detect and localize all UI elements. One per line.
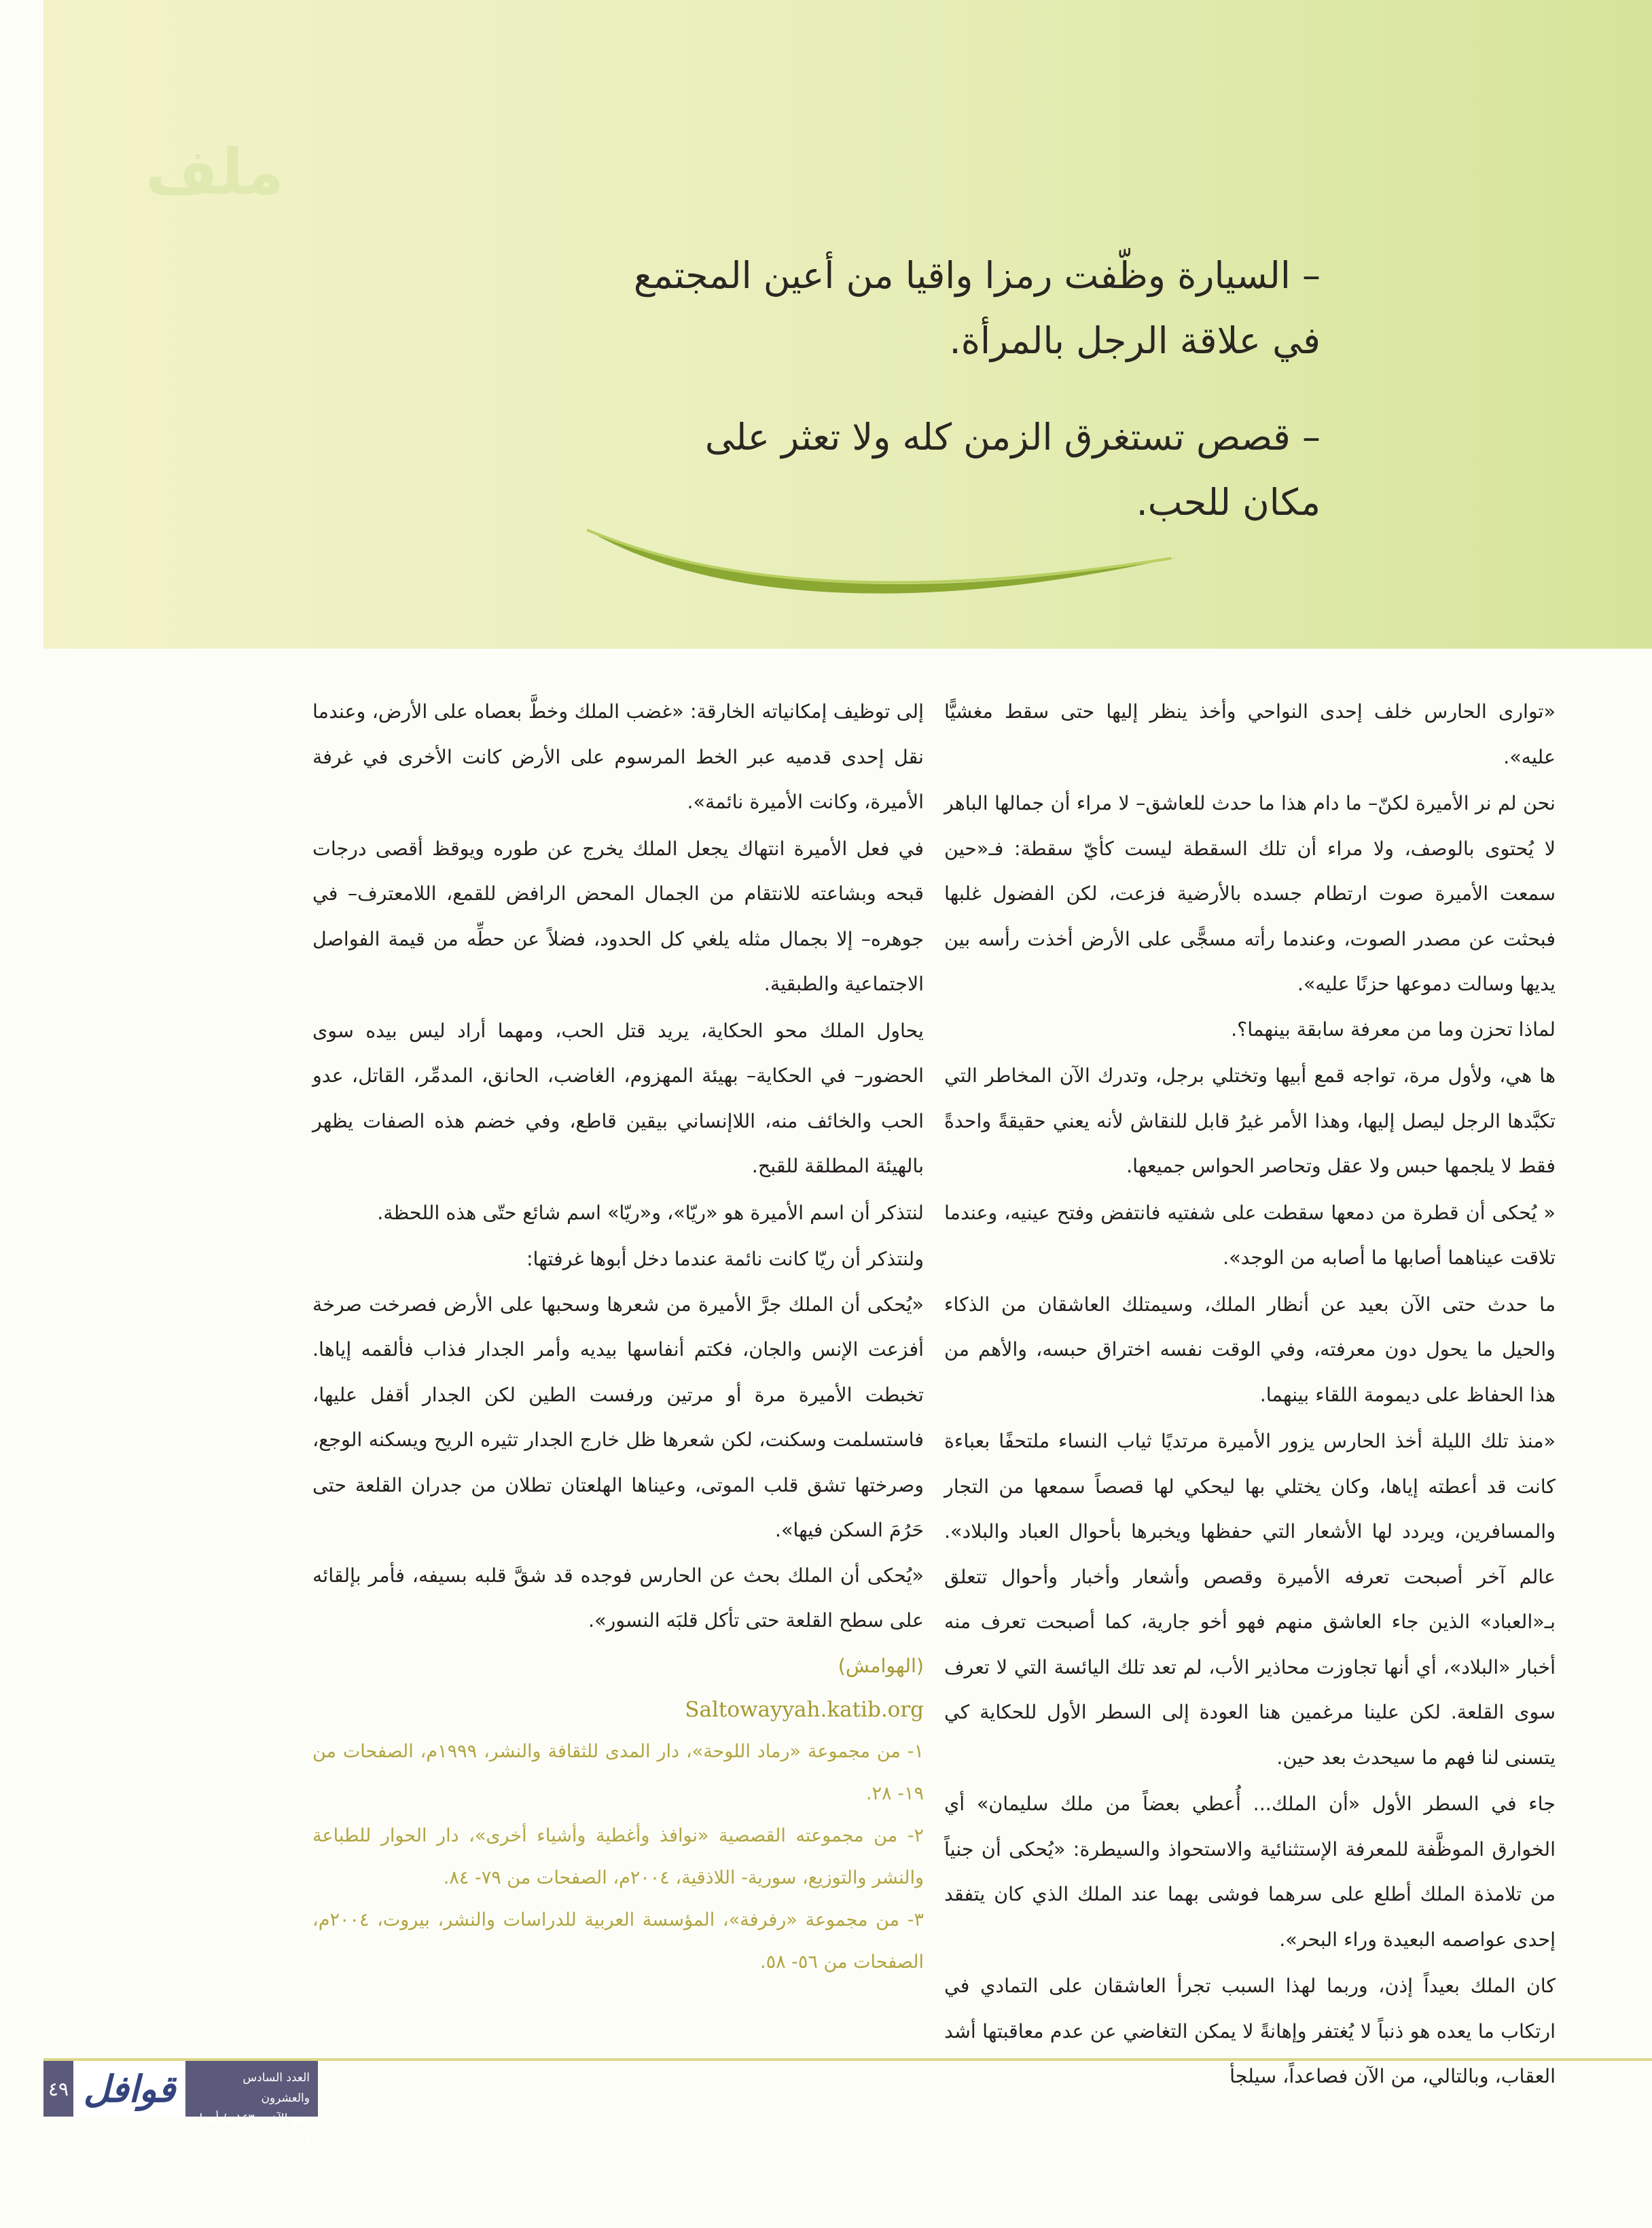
paragraph: «يُحكى أن الملك بحث عن الحارس فوجده قد شقَّ قلبه بسيفه، فأمر بإلقائه على سطح القلعة حتى تأكل قلبَه النسور». [312, 1564, 924, 1632]
paragraph: «توارى الحارس خلف إحدى النواحي وأخذ ينظر إليها حتى سقط مغشيًّا عليه». [944, 700, 1556, 768]
section-kicker: ملف [145, 136, 285, 209]
article-column-right [944, 689, 1556, 2087]
paragraph: لماذا تحزن وما من معرفة سابقة بينهما؟. [1231, 1018, 1556, 1041]
issue-info [185, 2061, 318, 2146]
paragraph: جاء في السطر الأول «أن الملك... أُعطي بعضاً من ملك سليمان» أي الخوارق الموظَّفة للمعرفة الإستثنائية والاستحواذ والسيطرة: «يُحكى أن جنياً من تلامذة الملك أطلع على سرهما فوشى بهما عند الملك الذي كان يتفقد إحدى عواصمه البعيدة وراء البحر». [944, 1793, 1556, 1951]
source-url: Saltowayyah.katib.org [685, 1697, 924, 1722]
paragraph: «يُحكى أن الملك جرَّ الأميرة من شعرها وسحبها على الأرض فصرخت صرخة أفزعت الإنس والجان، فكتم أنفاسها بيديه وأمر الجدار فذاب فألقمه إياها. تخبطت الأميرة مرة أو مرتين ورفست الطين لكن الجدار أقفل عليها، فاستسلمت وسكنت، لكن شعرها ظل خارج الجدار تثيره الريح ويسكنه الوجع، وصرختها تشق قلب الموتى، وعيناها الهلعتان تطلان من جدران القلعة حتى حَرُمَ السكن فيها». [312, 1293, 924, 1541]
paragraph: نحن لم نر الأميرة لكنّ– ما دام هذا ما حدث للعاشق– لا مراء أن جمالها الباهر لا يُحتوى بالوصف، ولا مراء أن تلك السقطة ليست كأيّ سقطة: فـ«حين سمعت الأميرة صوت ارتطام جسده بالأرضية فزعت، لكن الفضول غلبها فبحثت عن مصدر الصوت، وعندما رأته مسجًّى على الأرض أخذت رأسه بين يديها وسالت دموعها حزنًا عليه». [944, 792, 1556, 995]
paragraph: يحاول الملك محو الحكاية، يريد قتل الحب، ومهما أراد ليس بيده سوى الحضور– في الحكاية– بهيئة المهزوم، الغاضب، الحانق، المدمِّر، القاتل، عدو الحب والخائف منه، اللاإنساني بيقين قاطع، وفي خضم هذه الصفات يظهر بالهيئة المطلقة للقبح. [312, 1019, 924, 1177]
paragraph: لنتذكر أن اسم الأميرة هو «ريّا»، و«ريّا» اسم شائع حتّى هذه اللحظة. [377, 1201, 924, 1224]
paragraph: في فعل الأميرة انتهاك يجعل الملك يخرج عن طوره ويوقظ أقصى درجات قبحه وبشاعته للانتقام من الجمال المحض الرافض للقمع، اللامعترف– في جوهره– إلا بجمال مثله يلغي كل الحدود، فضلاً عن حطِّه من قيمة الفواصل الاجتماعية والطبقية. [312, 837, 924, 995]
footnote-1: ١- من مجموعة «رماد اللوحة»، دار المدى للثقافة والنشر، ١٩٩٩م، الصفحات من ١٩- ٢٨. [312, 1741, 924, 1804]
paragraph: ما حدث حتى الآن بعيد عن أنظار الملك، وسيمتلك العاشقان من الذكاء والحيل ما يحول دون معرفته، وفي الوقت نفسه اختراق حبسه، والأهم من هذا الحفاظ على ديمومة اللقاء بينهما. [944, 1293, 1556, 1406]
page-footer [43, 2061, 318, 2146]
magazine-logo: قوافل [73, 2061, 185, 2117]
paragraph: كان الملك بعيداً إذن، وربما لهذا السبب تجرأ العاشقان على التمادي في ارتكاب ما يعده هو ذنباً لا يُغتفر وإهانةً لا يمكن التغاضي عن عدم معاقبتها أشد العقاب، وبالتالي، من الآن فصاعداً، سيلجأ [944, 1975, 1556, 2087]
footnote-3: ٣- من مجموعة «رفرفة»، المؤسسة العربية للدراسات والنشر، بيروت، ٢٠٠٤م، الصفحات من ٥٦- ٥٨. [312, 1909, 924, 1973]
paragraph: ها هي، ولأول مرة، تواجه قمع أبيها وتختلي برجل، وتدرك الآن المخاطر التي تكبَّدها الرجل ليصل إليها، وهذا الأمر غيرُ قابل للنقاش لأنه يعني حقيقةً واحدةً فقط لا يلجمها حبس ولا عقل وتحاصر الحواس جميعها. [944, 1064, 1556, 1177]
article-column-left [312, 689, 924, 2041]
paragraph: إلى توظيف إمكانياته الخارقة: «غضب الملك وخطَّ بعصاه على الأرض، وعندما نقل إحدى قدميه عبر الخط المرسوم على الأرض كانت الأخرى في غرفة الأميرة، وكانت الأميرة نائمة». [312, 700, 924, 813]
pull-quote-1: – السيارة وظّفت رمزا واقيا من أعين المجتمع في علاقة الرجل بالمرأة. [633, 254, 1321, 362]
issue-number: العدد السادس والعشرون [243, 2071, 310, 2105]
paragraph: «منذ تلك الليلة أخذ الحارس يزور الأميرة مرتديًا ثياب النساء ملتحفًا بعباءة كانت قد أعطته إياها، وكان يختلي بها ليحكي لها قصصاً سمعها من التجار والمسافرين، ويردد لها الأشعار التي حفظها ويخبرها بأحوال العباد والبلاد». عالم آخر أصبحت تعرفه الأميرة وقصص وأشعار وأخبار وأحوال تتعلق بـ«العباد» الذين جاء العاشق منهم فهو أخو جارية، كما أصبحت تعرف منه أخبار «البلاد»، أي أنها تجاوزت محاذير الأب، لم تعد تلك اليائسة التي لا تعرف سوى القلعة. لكن علينا مرغمين هنا العودة إلى السطر الأول للحكاية كي يتسنى لنا فهم ما سيحدث بعد حين. [944, 1430, 1556, 1769]
swoosh-decoration [580, 516, 1191, 625]
hero-banner [43, 0, 1652, 649]
footnote-2: ٢- من مجموعته القصصية «نوافذ وأغطية وأشياء أخرى»، دار الحوار للطباعة والنشر والتوزيع، سورية- اللاذقية، ٢٠٠٤م، الصفحات من ٧٩- ٨٤. [312, 1825, 924, 1888]
pull-quote-2: – قصص تستغرق الزمن كله ولا تعثر على مكان للحب. [704, 416, 1321, 524]
footnotes-heading: (الهوامش) [838, 1654, 924, 1677]
page-number: ٤٩ [43, 2061, 73, 2117]
paragraph: ولنتذكر أن ريّا كانت نائمة عندما دخل أبوها غرفتها: [526, 1248, 924, 1270]
issue-date: ربيع الآخر ١٤٣٠هـ/ أبريل ٢٠٠٩م [194, 2112, 310, 2146]
paragraph: « يُحكى أن قطرة من دمعها سقطت على شفتيه فانتفض وفتح عينيه، وعندما تلاقت عيناهما أصابها ما أصابه من الوجد». [944, 1201, 1556, 1269]
